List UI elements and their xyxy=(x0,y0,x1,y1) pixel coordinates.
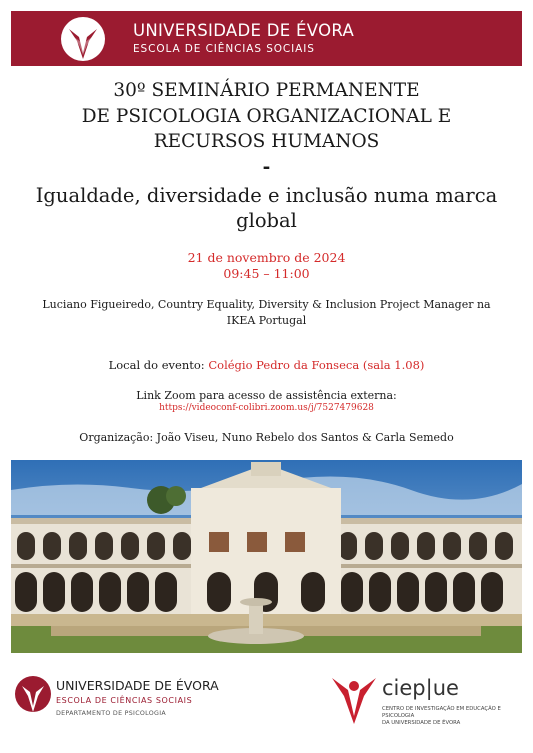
university-logo-icon xyxy=(14,672,52,722)
title-line-2: DE PSICOLOGIA ORGANIZACIONAL E xyxy=(81,105,452,127)
theme-line-2: global xyxy=(236,209,297,232)
speaker-line-1: Luciano Figueiredo, Country Equality, Diversity & Inclusion Project Manager na xyxy=(42,298,491,311)
footer-school-name: ESCOLA DE CIÊNCIAS SOCIAIS xyxy=(56,696,193,705)
event-datetime xyxy=(0,250,533,282)
footer-university-name: UNIVERSIDADE DE ÉVORA xyxy=(56,678,219,693)
ciep-logo-icon xyxy=(330,670,378,724)
event-time: 09:45 – 11:00 xyxy=(223,266,310,281)
footer-ciep-name: ciep|ue xyxy=(382,676,459,700)
speaker-line-2: IKEA Portugal xyxy=(226,313,307,327)
event-theme xyxy=(0,183,533,233)
event-date: 21 de novembro de 2024 xyxy=(187,250,346,265)
ciep-desc-line-2: DA UNIVERSIDADE DE ÉVORA xyxy=(382,720,461,726)
theme-line-1: Igualdade, diversidade e inclusão numa marca xyxy=(35,184,498,207)
event-venue xyxy=(0,358,533,372)
speaker-info xyxy=(0,297,533,328)
header-university-name: UNIVERSIDADE DE ÉVORA xyxy=(133,21,355,40)
ciep-desc-line-1: CENTRO DE INVESTIGAÇÃO EM EDUCAÇÃO E PSICOLOGIA xyxy=(382,706,501,719)
zoom-label: Link Zoom para acesso de assistência externa: xyxy=(136,389,397,402)
footer-university-logo xyxy=(14,668,224,728)
header-banner xyxy=(11,11,522,66)
event-title xyxy=(0,78,533,180)
header-school-name: ESCOLA DE CIÊNCIAS SOCIAIS xyxy=(133,43,315,55)
venue-value: Colégio Pedro da Fonseca (sala 1.08) xyxy=(208,358,425,372)
footer-ciep-description xyxy=(382,706,524,727)
footer-department-name: DEPARTAMENTO DE PSICOLOGIA xyxy=(56,710,166,717)
zoom-link[interactable]: https://videoconf-colibri.zoom.us/j/7527479628 xyxy=(159,403,374,413)
footer-ciep-logo xyxy=(330,668,525,728)
venue-label: Local do evento: xyxy=(108,358,209,372)
title-line-1: 30º SEMINÁRIO PERMANENTE xyxy=(113,80,420,101)
title-separator: - xyxy=(262,156,271,178)
title-line-3: RECURSOS HUMANOS xyxy=(153,131,380,152)
university-logo-icon xyxy=(59,15,107,63)
organization-info: Organização: João Viseu, Nuno Rebelo dos Santos & Carla Semedo xyxy=(79,431,454,444)
university-building-photo xyxy=(11,460,522,653)
